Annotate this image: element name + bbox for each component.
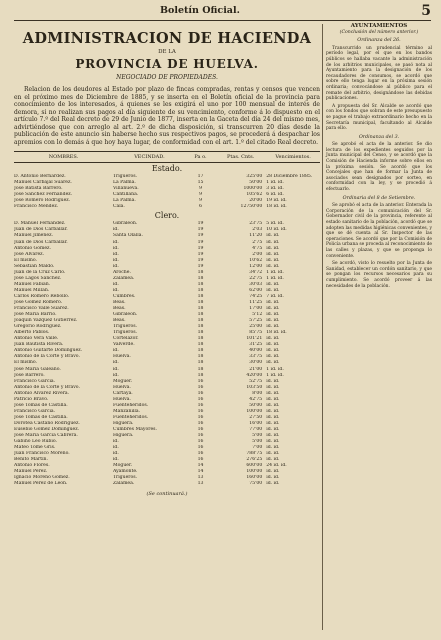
debtor-plazo: 14 bbox=[197, 463, 204, 469]
debtor-due: 28 Diciembre 1885. bbox=[266, 174, 313, 180]
debtor-name: Antonio Vera Valle. bbox=[14, 336, 59, 342]
debtor-due: id. id. bbox=[266, 457, 280, 463]
debtor-amount: 50'00 bbox=[249, 180, 263, 186]
debtor-vecindad: id. bbox=[112, 263, 119, 269]
debtor-due: 3 id. id. bbox=[266, 186, 284, 192]
debtor-plazo: 16 bbox=[197, 420, 204, 426]
debtor-plazo: 16 bbox=[197, 408, 204, 414]
debtor-plazo: 19 bbox=[197, 257, 204, 263]
debtor-due: 19 id. id. bbox=[266, 198, 287, 204]
debtor-vecindad: Beas. bbox=[112, 318, 126, 324]
debtor-name: D. Antonio Bernardez. bbox=[14, 174, 66, 180]
debtor-due: id. id. bbox=[266, 390, 280, 396]
debtor-plazo: 9 bbox=[199, 192, 202, 198]
debtor-due: id. id. bbox=[266, 414, 280, 420]
debtor-name: Sebastián Maldo. bbox=[14, 263, 55, 269]
debtor-due: id. id. bbox=[266, 281, 280, 287]
debtor-name: José Maria Barrio. bbox=[14, 312, 57, 318]
debtor-plazo: 18 bbox=[197, 306, 204, 312]
debtor-vecindad: id. bbox=[112, 257, 119, 263]
debtor-vecindad: id. bbox=[112, 439, 119, 445]
debtor-vecindad: Huelva. bbox=[112, 384, 131, 390]
section-label: Clero. bbox=[154, 211, 180, 221]
debtor-amount: 23'75 bbox=[249, 221, 263, 227]
debtor-plazo: 16 bbox=[197, 426, 204, 432]
debtor-amount: 600'00 bbox=[246, 463, 263, 469]
debtor-name: José Tomás de Castilla. bbox=[14, 402, 68, 408]
table-header-row bbox=[14, 152, 320, 163]
debtor-vecindad: Zalamea. bbox=[112, 481, 135, 487]
debtor-plazo: 18 bbox=[197, 324, 204, 330]
debtor-name: Manuel Fabian. bbox=[14, 281, 51, 287]
main-column bbox=[14, 24, 320, 630]
debtor-name: José Romero Rodriguez. bbox=[14, 198, 71, 204]
debtor-plazo: 18 bbox=[197, 318, 204, 324]
debtor-name: Patricio Bravo. bbox=[14, 396, 49, 402]
debtor-vecindad: Gibraleón. bbox=[112, 312, 138, 318]
debtor-due: id. id. bbox=[266, 239, 280, 245]
debtor-name: Juan de Dios Carballar. bbox=[14, 227, 68, 233]
debtor-plazo: 18 bbox=[197, 330, 204, 336]
header-rule bbox=[14, 20, 431, 21]
debtor-vecindad: id. bbox=[112, 360, 119, 366]
debtor-due: 1 id. id. bbox=[266, 269, 284, 275]
debtor-vecindad: Higuera. bbox=[112, 433, 134, 439]
debtor-plazo: 16 bbox=[197, 457, 204, 463]
debtor-plazo: 14 bbox=[197, 469, 204, 475]
debtor-name: Carlos Romero Rebollo. bbox=[14, 293, 70, 299]
debtor-name: José Alvarez. bbox=[14, 251, 45, 257]
debtor-amount: 22'75 bbox=[249, 275, 263, 281]
column-divider bbox=[322, 24, 323, 630]
order1-text: Transcurrido un prudencial término al período legal, por el que en los bandos públicos se hallaba vacante la administración de los arbitrios municipales, se pasó nota al Ayuntamiento para la designación de los recaudadores de consumos, se acordó que sobre ello tenga lugar en la próxima sesión ordinaria; convocándose al público para el remate del arbitrio, designándose las debidas publicaciones. bbox=[326, 45, 432, 102]
debtor-amount: 34'72 bbox=[249, 269, 263, 275]
debtor-amount: 7'00 bbox=[252, 445, 263, 451]
debtor-vecindad: id. bbox=[112, 372, 119, 378]
col-plazo: Pa o. bbox=[186, 152, 215, 163]
debtor-vecindad: Trigueros. bbox=[112, 174, 138, 180]
debtor-due: 18 id. id. bbox=[266, 330, 287, 336]
debtor-amount: 5'12 bbox=[252, 312, 263, 318]
debtor-vecindad: id. bbox=[112, 287, 119, 293]
debtor-due: 10 id. id. bbox=[266, 227, 287, 233]
debtor-amount: 27'50 bbox=[249, 414, 263, 420]
order3-heading: Ordinaria del 8 de Setiembre. bbox=[342, 195, 416, 201]
debtor-plazo: 15 bbox=[197, 180, 204, 186]
debtor-amount: 12'00 bbox=[249, 263, 263, 269]
debtor-name: D. Manuel Fernandez. bbox=[14, 221, 66, 227]
debtor-amount: 1000'00 bbox=[243, 186, 263, 192]
debtor-vecindad: Beas. bbox=[112, 306, 126, 312]
debtor-due: id. id. bbox=[266, 312, 280, 318]
debtor-name: José Batista Barrero. bbox=[14, 186, 63, 192]
debtor-plazo: 18 bbox=[197, 287, 204, 293]
debtor-due: id. id. bbox=[266, 263, 280, 269]
debtor-vecindad: Cantillana. bbox=[112, 192, 139, 198]
debtor-name: Juan Francisco Moreno. bbox=[14, 451, 70, 457]
debtor-amount: 2'03 bbox=[252, 227, 263, 233]
debtor-plazo: 18 bbox=[197, 366, 204, 372]
continues-note: (Se continuará.) bbox=[146, 491, 188, 498]
debtor-amount: 2'75 bbox=[252, 239, 263, 245]
debtor-plazo: 16 bbox=[197, 402, 204, 408]
debtor-amount: 100'00 bbox=[246, 408, 263, 414]
debtor-amount: 52'75 bbox=[249, 378, 263, 384]
debtor-plazo: 18 bbox=[197, 275, 204, 281]
debtor-plazo: 18 bbox=[197, 293, 204, 299]
debtor-amount: 30'03 bbox=[249, 281, 263, 287]
debtor-due: id. id. bbox=[266, 257, 280, 263]
debtor-name: Antonio de la Corte y Bravo. bbox=[14, 384, 80, 390]
debtor-name: Dorotea Castaño Rodriguez. bbox=[14, 420, 80, 426]
debtor-name: Eusebio Gómez Domínguez. bbox=[14, 426, 80, 432]
debtor-vecindad: Ayamonte. bbox=[112, 469, 138, 475]
debtor-plazo: 16 bbox=[197, 451, 204, 457]
debtor-vecindad: id. bbox=[112, 245, 119, 251]
debtor-plazo: 18 bbox=[197, 312, 204, 318]
debtor-due: 1 id. id. bbox=[266, 275, 284, 281]
order1-heading: Ordinanza del 26. bbox=[357, 38, 401, 44]
debtor-amount: 10'62 bbox=[249, 257, 263, 263]
debtor-due: id. id. bbox=[266, 384, 280, 390]
debtor-vecindad: Cumbres. bbox=[112, 293, 136, 299]
debtor-amount: 788'75 bbox=[246, 451, 263, 457]
province-title: PROVINCIA DE HUELVA. bbox=[75, 57, 259, 71]
debtor-name: Francisco Mendez. bbox=[14, 204, 59, 210]
debtor-vecindad: Cortelazor. bbox=[112, 336, 139, 342]
debtor-amount: 33'75 bbox=[249, 354, 263, 360]
debtor-amount: 50'00 bbox=[249, 402, 263, 408]
debtor-due: 1 id. id. bbox=[266, 366, 284, 372]
debtor-name: José Gomez Romero. bbox=[14, 299, 63, 305]
debtor-vecindad: Fuenteheridos. bbox=[112, 414, 149, 420]
debtor-name: Gregorio Rodriguez. bbox=[14, 324, 62, 330]
debtor-name: El mismo. bbox=[14, 360, 37, 366]
debtor-due: id. id. bbox=[266, 336, 280, 342]
order3-text2: Se acordó, visto lo resuelto por la Junta de Sanidad, establecer un cordón sanitario, y que se pongan los recursos necesarios para su cumplimiento. Se acordó proveer á las necesidades de la población. bbox=[326, 261, 432, 289]
debtor-name: Francisco Garcia. bbox=[14, 378, 56, 384]
debtor-amount: 12750'00 bbox=[240, 204, 263, 210]
debtor-due: 1 id. id. bbox=[266, 180, 284, 186]
debtor-amount: 30'00 bbox=[249, 360, 263, 366]
debtor-vecindad: Huelva. bbox=[112, 354, 131, 360]
debtor-vecindad: id. bbox=[112, 348, 119, 354]
debtor-plazo: 18 bbox=[197, 354, 204, 360]
debtor-amount: 21'00 bbox=[249, 366, 263, 372]
debtor-plazo: 16 bbox=[197, 378, 204, 384]
col-due: Vencimientos. bbox=[266, 152, 320, 163]
debtor-plazo: 19 bbox=[197, 221, 204, 227]
debtor-plazo: 18 bbox=[197, 360, 204, 366]
debtor-plazo: 17 bbox=[197, 174, 204, 180]
debtor-name: José Barrero. bbox=[14, 372, 45, 378]
debtor-name: Juan de la Cruz Carlo. bbox=[14, 269, 66, 275]
debtor-due: id. id. bbox=[266, 426, 280, 432]
section-title: NEGOCIADO DE PROPIEDADES. bbox=[116, 74, 218, 81]
debtor-name: Gabino Leo Rubio. bbox=[14, 439, 57, 445]
debtor-amount: 62'00 bbox=[249, 287, 263, 293]
section-row bbox=[14, 210, 320, 221]
debtor-vecindad: id. bbox=[112, 457, 119, 463]
debtor-amount: 17'00 bbox=[249, 306, 263, 312]
debtor-vecindad: id. bbox=[112, 239, 119, 245]
debtor-vecindad: id. bbox=[112, 451, 119, 457]
debtor-amount: 325'00 bbox=[246, 174, 263, 180]
debtor-name: Manuel Millán. bbox=[14, 287, 50, 293]
debtor-plazo: 19 bbox=[197, 263, 204, 269]
main-title: ADMINISTRACION DE HACIENDA bbox=[22, 30, 312, 47]
debtor-amount: 103'50 bbox=[246, 384, 263, 390]
debtor-name: Francisco Valle Suarez. bbox=[14, 306, 69, 312]
debtor-vecindad: Huelva. bbox=[112, 396, 131, 402]
title-de-la: DE LA bbox=[158, 49, 176, 55]
debtor-vecindad: Villanueva. bbox=[112, 186, 139, 192]
debtor-amount: 420'00 bbox=[246, 372, 263, 378]
debtor-name: José Tomás de Castilla. bbox=[14, 414, 68, 420]
order2-text: Se aprobó el acta de la anterior. Se dio lectura de los expedientes seguidos por la Junta municipal del Censo, y se acordó que la Comisión de Hacienda informe sobre ellos en la próxima sesión. Se acordó que los Concejales que han de formar la Junta de asociados sean designados por sorteo, en conformidad con la ley, y se procedió á efectuarlo. bbox=[326, 142, 432, 193]
debtor-vecindad: Fuenteheridos. bbox=[112, 402, 149, 408]
debtor-due: id. id. bbox=[266, 354, 280, 360]
debtor-vecindad: Santa Olalla. bbox=[112, 233, 143, 239]
debtor-amount: 2'00 bbox=[252, 251, 263, 257]
debtor-amount: 20'00 bbox=[249, 198, 263, 204]
debtor-plazo: 18 bbox=[197, 372, 204, 378]
debtor-vecindad: Gibraleón. bbox=[112, 221, 138, 227]
debtor-name: José Lagos Sanchez. bbox=[14, 275, 62, 281]
debtor-due: id. id. bbox=[266, 245, 280, 251]
debtor-plazo: 9 bbox=[199, 198, 202, 204]
debtor-amount: 25'00 bbox=[249, 324, 263, 330]
debtor-vecindad: id. bbox=[112, 227, 119, 233]
debtor-vecindad: Manzanilla. bbox=[112, 408, 141, 414]
debtor-plazo: 18 bbox=[197, 299, 204, 305]
debtor-amount: 11'25 bbox=[249, 299, 263, 305]
col-amount: Ptas. Cnts. bbox=[215, 152, 266, 163]
debtor-plazo: 19 bbox=[197, 239, 204, 245]
debtor-plazo: 18 bbox=[197, 348, 204, 354]
debtor-due: 6 id. id. bbox=[266, 192, 284, 198]
debtor-vecindad: Cala. bbox=[112, 204, 125, 210]
debtor-plazo: 6 bbox=[199, 204, 202, 210]
debtor-name: Juan de Dios Carballar. bbox=[14, 239, 68, 245]
debtor-due: id. id. bbox=[266, 396, 280, 402]
debtor-plazo: 9 bbox=[199, 186, 202, 192]
debtor-plazo: 13 bbox=[197, 481, 204, 487]
debtor-plazo: 16 bbox=[197, 445, 204, 451]
debtor-amount: 100'00 bbox=[246, 469, 263, 475]
debtor-due: 24 id. id. bbox=[266, 463, 287, 469]
debtor-vecindad: La Palma. bbox=[112, 198, 136, 204]
debtor-amount: 40'00 bbox=[249, 348, 263, 354]
debtor-vecindad: Valverde. bbox=[112, 342, 135, 348]
debtor-amount: 8'00 bbox=[252, 390, 263, 396]
debtor-due: id. id. bbox=[266, 287, 280, 293]
debtor-amount: 276'25 bbox=[246, 457, 263, 463]
debtor-due: id. id. bbox=[266, 299, 280, 305]
debtor-name: Juan Bautista Rivera. bbox=[14, 342, 64, 348]
debtor-plazo: 16 bbox=[197, 396, 204, 402]
debtor-plazo: 16 bbox=[197, 439, 204, 445]
col-names: NOMBRES. bbox=[14, 152, 113, 163]
debtor-due: 5 id. id. bbox=[266, 221, 284, 227]
debtor-amount: 85'75 bbox=[249, 330, 263, 336]
debtor-name: Manuel Jiménez. bbox=[14, 233, 53, 239]
debtor-due: id. id. bbox=[266, 475, 280, 481]
debtor-due: id. id. bbox=[266, 433, 280, 439]
debtor-amount: 77'00 bbox=[249, 426, 263, 432]
debtor-amount: 31'25 bbox=[249, 342, 263, 348]
debtor-vecindad: id. bbox=[112, 366, 119, 372]
debtor-plazo: 19 bbox=[197, 251, 204, 257]
page-header bbox=[0, 5, 441, 19]
debtor-due: id. id. bbox=[266, 342, 280, 348]
debtor-plazo: 16 bbox=[197, 390, 204, 396]
debtor-amount: 16'00 bbox=[249, 420, 263, 426]
debtor-name: Manuel Carbajal Suarez. bbox=[14, 180, 72, 186]
debtor-vecindad: Cumbres Mayores. bbox=[112, 426, 157, 432]
debtor-plazo: 19 bbox=[197, 227, 204, 233]
debtor-due: id. id. bbox=[266, 420, 280, 426]
debtor-vecindad: Trigueros. bbox=[112, 475, 138, 481]
debtor-due: id. id. bbox=[266, 451, 280, 457]
debtor-plazo: 18 bbox=[197, 336, 204, 342]
debtor-vecindad: id. bbox=[112, 281, 119, 287]
debtor-name: José María García Cabrera. bbox=[14, 433, 78, 439]
debtor-due: id. id. bbox=[266, 481, 280, 487]
debtor-vecindad: Moguer. bbox=[112, 378, 133, 384]
col-vecindad: VECINDAD. bbox=[113, 152, 186, 163]
debtor-due: id. id. bbox=[266, 378, 280, 384]
debtor-due: id. id. bbox=[266, 306, 280, 312]
debtor-amount: 101'21 bbox=[246, 336, 263, 342]
debtor-amount: 105'62 bbox=[246, 192, 263, 198]
debtor-name: Mateo Tomé Gris. bbox=[14, 445, 56, 451]
debtor-amount: 75'00 bbox=[249, 481, 263, 487]
debtor-name: Antonio Flores. bbox=[14, 463, 50, 469]
debtor-amount: 42'75 bbox=[249, 396, 263, 402]
debtor-vecindad: id. bbox=[112, 445, 119, 451]
debtor-name: Antonio Gomez. bbox=[14, 245, 51, 251]
debtor-due: id. id. bbox=[266, 348, 280, 354]
debtor-amount: 4'75 bbox=[252, 245, 263, 251]
debtors-table bbox=[14, 151, 320, 487]
debtor-due: id. id. bbox=[266, 408, 280, 414]
debtor-plazo: 18 bbox=[197, 281, 204, 287]
debtor-due: id. id. bbox=[266, 251, 280, 257]
debtor-plazo: 18 bbox=[197, 269, 204, 275]
debtor-name: José Sanchez Fernandez. bbox=[14, 192, 73, 198]
debtor-due: id. id. bbox=[266, 233, 280, 239]
debtor-name: Benito Martín. bbox=[14, 457, 48, 463]
section-row bbox=[14, 163, 320, 175]
debtor-amount: 160'00 bbox=[246, 475, 263, 481]
debtor-due: id. id. bbox=[266, 318, 280, 324]
debtor-name: Antonio Alvarez Rivera. bbox=[14, 390, 70, 396]
order2-heading: Ordinanza del 3. bbox=[358, 134, 400, 140]
debtor-plazo: 13 bbox=[197, 475, 204, 481]
debtor-name: El mismo. bbox=[14, 257, 37, 263]
debtor-plazo: 16 bbox=[197, 384, 204, 390]
page-number: 5 bbox=[421, 3, 431, 19]
debtor-vecindad: Aroche. bbox=[112, 269, 131, 275]
debtor-plazo: 16 bbox=[197, 433, 204, 439]
debtor-vecindad: Higuera. bbox=[112, 420, 134, 426]
debtor-amount: 11'20 bbox=[249, 233, 263, 239]
sidebar-column bbox=[326, 24, 432, 630]
sidebar-subheading: (Conclusión del número anterior.) bbox=[339, 29, 419, 35]
debtor-name: Antonio de la Corte y Bravo. bbox=[14, 354, 80, 360]
debtor-plazo: 18 bbox=[197, 342, 204, 348]
debtor-name: José María Galeano. bbox=[14, 366, 61, 372]
debtor-vecindad: Zalamea. bbox=[112, 275, 135, 281]
section-label: Estado. bbox=[151, 164, 183, 173]
debtor-vecindad: Moguer. bbox=[112, 463, 133, 469]
debtor-due: 18 id. id. bbox=[266, 204, 287, 210]
debtor-name: Ignacio Moreno Gómez. bbox=[14, 475, 70, 481]
intro-paragraph: Relacion de los deudores al Estado por plazo de fincas compradas, rentas y censos que vencen en el próximo mes de Diciembre de 1885, y se inserta en el Boletín oficial de la provincia para conocimiento de los interesados, á quienes se les exigirá el uno por 100 mensual de interés de demora, si no realizan sus pagos al día siguiente de su vencimiento, conforme á lo dispuesto en el artículo 7.º del Real decreto de 29 de Junio de 1877, inserta en la Gaceta del día 24 del mismo mes, advirtiéndose que con arreglo al art. 2.º de dicha disposición, si transcurren 20 días desde la publicación de este anuncio sin haberse hecho sus respectivos pagos, se procederá á despachar los apremios con lo demás á que hoy haya lugar, de conformidad con el art. 1.º del citado Real decreto. bbox=[14, 86, 320, 146]
debtor-name: Alberto Pablos. bbox=[14, 330, 50, 336]
debtor-vecindad: Trigueros. bbox=[112, 330, 138, 336]
debtor-due: id. id. bbox=[266, 360, 280, 366]
debtor-plazo: 16 bbox=[197, 414, 204, 420]
debtor-amount: 57'25 bbox=[249, 318, 263, 324]
debtor-name: Manuel Perez. bbox=[14, 469, 48, 475]
debtor-due: 7 id. id. bbox=[266, 293, 284, 299]
debtor-due: id. id. bbox=[266, 445, 280, 451]
debtor-plazo: 19 bbox=[197, 245, 204, 251]
debtor-vecindad: id. bbox=[112, 251, 119, 257]
debtor-vecindad: La Palma. bbox=[112, 180, 136, 186]
debtor-vecindad: Cartaya. bbox=[112, 390, 133, 396]
table-body bbox=[14, 163, 320, 488]
debtor-amount: 5'00 bbox=[252, 433, 263, 439]
debtor-due: id. id. bbox=[266, 324, 280, 330]
debtor-vecindad: Beas. bbox=[112, 299, 126, 305]
order3-text: Se aprobó el acta de la anterior. Enterada la Corporación de la comunicación del Sr. Gobernador civil de la provincia, referente al estado sanitario de la población, acordó que se adopten las medidas higiénicas convenientes, y que se dé cuenta al Sr. Inspector de las operaciones. Se acordó que por la Comisión de Policía urbana se proceda al reconocimiento de las calles y plazas, y que se proponga lo conveniente. bbox=[326, 203, 432, 259]
debtor-due: id. id. bbox=[266, 402, 280, 408]
table-row bbox=[14, 481, 320, 487]
debtor-amount: 5'00 bbox=[252, 439, 263, 445]
debtor-plazo: 19 bbox=[197, 233, 204, 239]
debtor-due: id. id. bbox=[266, 469, 280, 475]
header-title: Boletín Oficial. bbox=[160, 5, 240, 16]
debtor-name: Manuel Pérez de Leon. bbox=[14, 481, 68, 487]
order1-text2: A propuesta del Sr. Alcalde se acordó que con los fondos que sobran de este presupuesto se pague el trabajo extraordinario hecho en la Secretaría municipal, facultando al Alcalde para ello. bbox=[326, 103, 432, 132]
debtor-name: Joaquín Vazquez Gutierrez. bbox=[14, 318, 78, 324]
debtor-due: id. id. bbox=[266, 439, 280, 445]
debtor-amount: 74'25 bbox=[249, 293, 263, 299]
debtor-due: 1 id. id. bbox=[266, 372, 284, 378]
debtor-name: Antonio Guitarte Domínguez. bbox=[14, 348, 83, 354]
debtor-vecindad: Trigueros. bbox=[112, 324, 138, 330]
sidebar-heading: AYUNTAMIENTOS bbox=[350, 23, 408, 29]
debtor-name: Francisco Garcia. bbox=[14, 408, 56, 414]
